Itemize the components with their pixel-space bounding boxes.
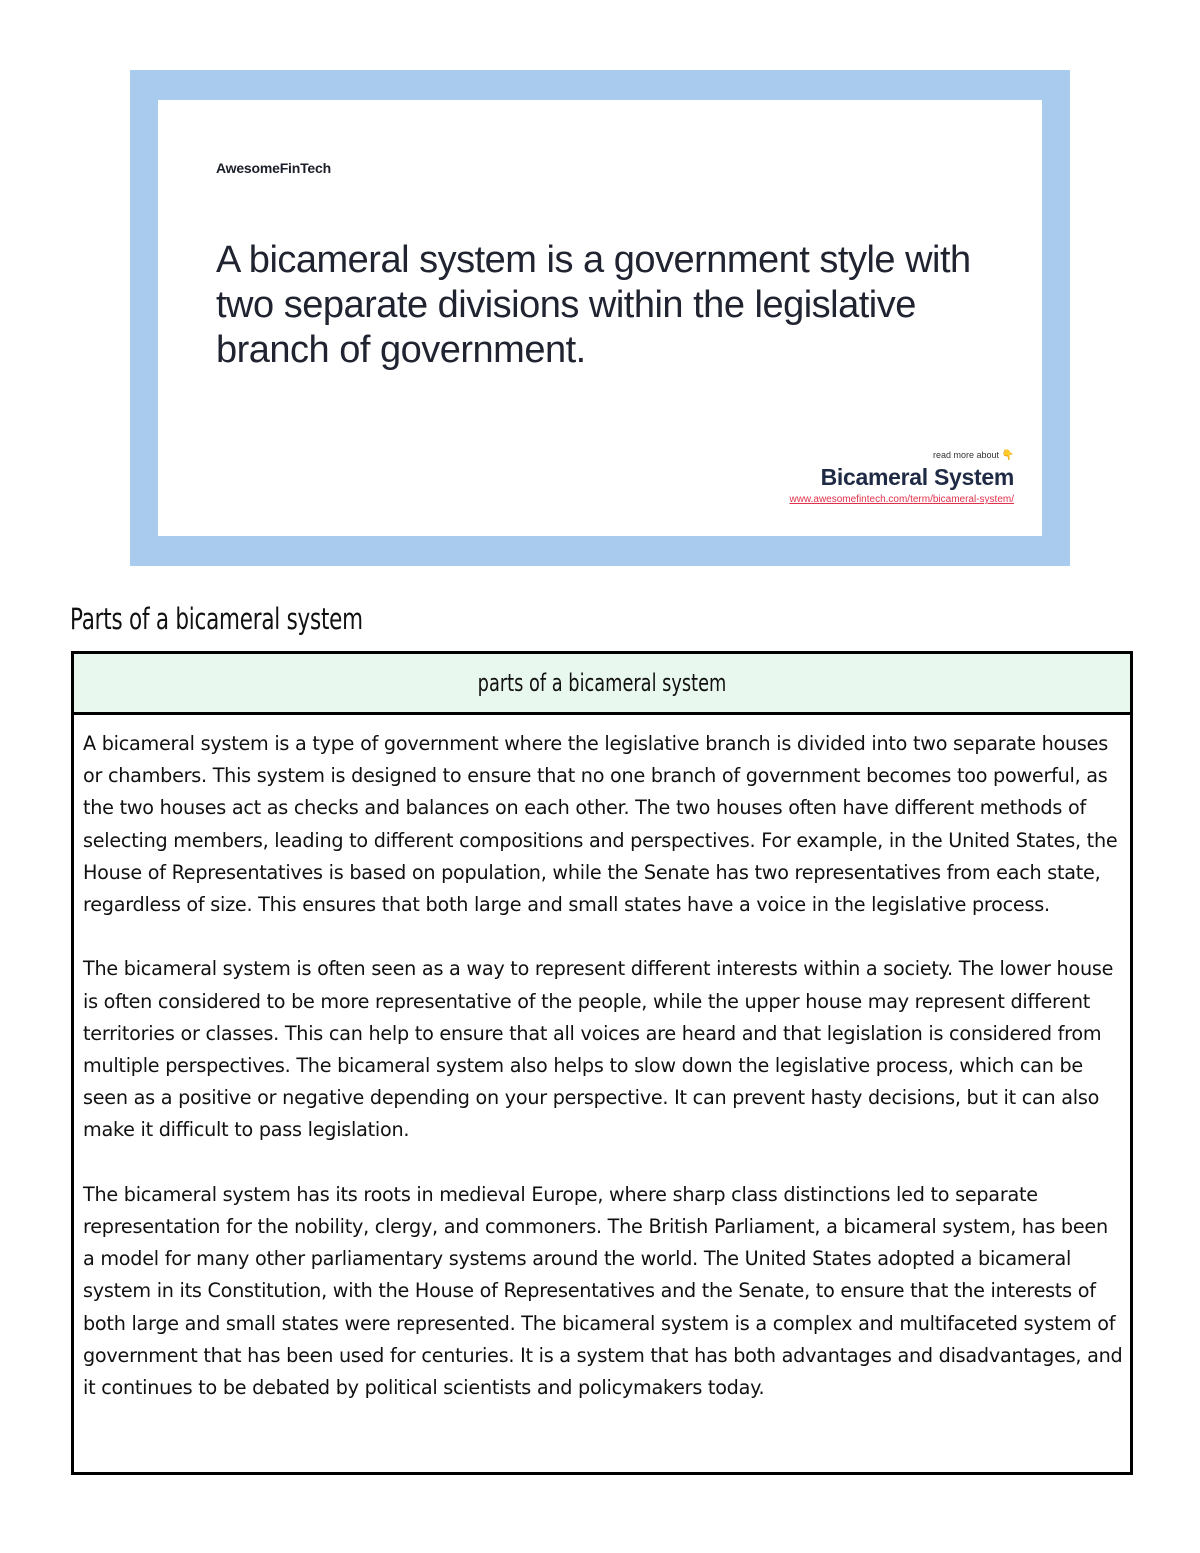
- banner-url: www.awesomefintech.com/term/bicameral-system/: [789, 494, 1014, 505]
- section-heading: Parts of a bicameral system: [70, 602, 363, 636]
- banner-topic: Bicameral System: [820, 464, 1014, 490]
- read-more-label: [933, 450, 1014, 461]
- parts-table: [71, 651, 1133, 1475]
- table-paragraph: The bicameral system is often seen as a way to represent different interests within a society. The lower house is often considered to be more representative of the people, while the upper house may represent different territories or classes. This can help to ensure that all voices are heard and that legislation is considered from multiple perspectives. The bicameral system also helps to slow down the legislative process, which can be seen as a positive or negative depending on your perspective. It can prevent hasty decisions, but it can also make it difficult to pass legislation.: [83, 957, 1114, 1142]
- pointing-down-icon: 👇: [1001, 450, 1014, 461]
- read-more-text: read more about: [932, 450, 1000, 460]
- table-paragraph: A bicameral system is a type of government where the legislative branch is divided into two separate houses or chambers. This system is designed to ensure that no one branch of government becomes too powerful, as the two houses act as checks and balances on each other. The two houses often have different methods of selecting members, leading to different compositions and perspectives. For example, in the United States, the House of Representatives is based on population, while the Senate has two representatives from each state, regardless of size. This ensures that both large and small states have a voice in the legislative process.: [83, 732, 1118, 917]
- brand-logo: AwesomeFinTech: [216, 160, 331, 176]
- banner-card: [158, 100, 1042, 536]
- table-body: [83, 728, 1123, 1404]
- table-header: [74, 654, 1130, 715]
- table-paragraph: The bicameral system has its roots in medieval Europe, where sharp class distinctions led to separate representation for the nobility, clergy, and commoners. The British Parliament, a bicameral system, has been a model for many other parliamentary systems around the world. The United States adopted a bicameral system in its Constitution, with the House of Representatives and the Senate, to ensure that the interests of both large and small states were represented. The bicameral system is a complex and multifaceted system of government that has been used for centuries. It is a system that has both advantages and disadvantages, and it continues to be debated by political scientists and policymakers today.: [83, 1182, 1123, 1400]
- banner-headline: A bicameral system is a government style with two separate divisions within the legislative branch of government.: [216, 239, 971, 371]
- table-header-text: parts of a bicameral system: [477, 669, 727, 697]
- banner-image: [130, 70, 1070, 566]
